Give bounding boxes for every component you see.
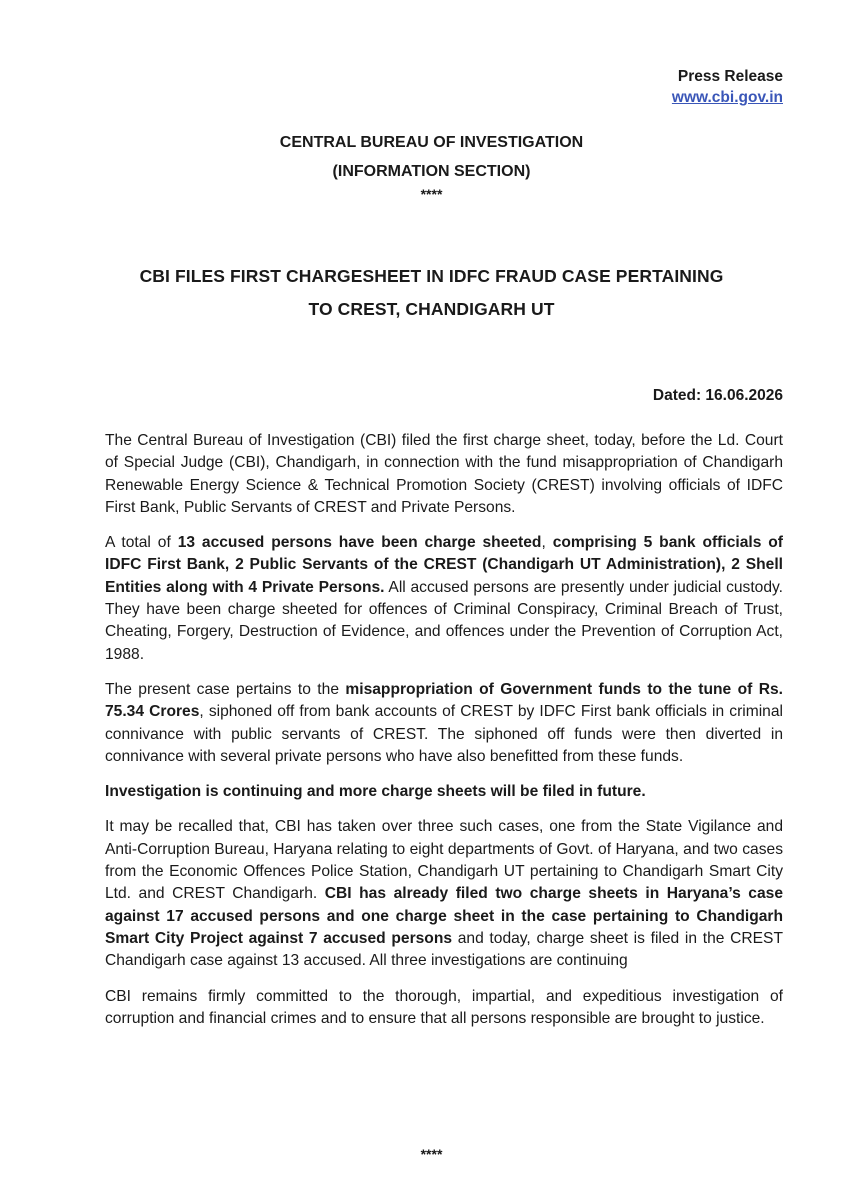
accused-text-1: A total of <box>105 534 178 552</box>
case-text-2: , siphoned off from bank accounts of CREST by IDFC First bank officials in criminal connivance with public servants of CREST. The siphoned off funds were then diverted in connivance with several private persons who have also benefitted from these funds. <box>105 703 783 765</box>
paragraph-background <box>105 816 783 972</box>
organization-section: (INFORMATION SECTION) <box>332 163 531 180</box>
press-release-label: Press Release <box>677 68 783 85</box>
headline-line-1: CBI FILES FIRST CHARGESHEET IN IDFC FRAUD CASE PERTAINING <box>139 266 724 286</box>
release-date: Dated: 16.06.2026 <box>652 387 783 404</box>
headline <box>0 260 863 326</box>
press-release-header <box>672 66 783 108</box>
organization-heading <box>0 128 863 202</box>
case-amount-bold: misappropriation of Government funds to the tune of Rs. 75.34 Crores <box>105 680 783 721</box>
paragraph-intro: The Central Bureau of Investigation (CBI) filed the first charge sheet, today, before the Ld. Court of Special Judge (CBI), Chandigarh, in connection with the fund misappropriation of Chandigarh Renewable Energy Science & Technical Promotion Society (CREST) involving officials of IDFC First Bank, Public Servants of CREST and Private Persons. <box>105 432 783 516</box>
accused-breakdown-bold: comprising 5 bank officials of IDFC First Bank, 2 Public Servants of the CREST (Chandigarh UT Administration), 2 Shell Entities along with 4 Private Persons. <box>105 534 783 596</box>
footer-separator: **** <box>420 1146 443 1162</box>
investigation-continuing-bold: Investigation is continuing and more charge sheets will be filed in future. <box>105 783 646 801</box>
case-text-1: The present case pertains to the <box>105 680 346 698</box>
paragraph-accused <box>105 532 783 666</box>
background-text-1: It may be recalled that, CBI has taken over three such cases, one from the State Vigilance and Anti-Corruption Bureau, Haryana relating to eight departments of Govt. of Haryana, and two cases from the Economic Offences Police Station, Chandigarh UT pertaining to Chandigarh Smart City Ltd. and CREST Chandigarh. <box>105 818 783 903</box>
accused-count-bold: 13 accused persons have been charge sheeted <box>177 534 542 552</box>
header-separator: **** <box>420 186 443 202</box>
organization-name: CENTRAL BUREAU OF INVESTIGATION <box>279 134 584 151</box>
paragraph-commitment: CBI remains firmly committed to the thorough, impartial, and expeditious investigation of corruption and financial crimes and to ensure that all persons responsible are brought to justice. <box>105 987 783 1027</box>
headline-line-2: TO CREST, CHANDIGARH UT <box>308 299 555 319</box>
cbi-website-link[interactable]: www.cbi.gov.in <box>671 89 783 106</box>
accused-text-2: , <box>541 534 553 552</box>
background-bold: CBI has already filed two charge sheets in Haryana’s case against 17 accused persons and one charge sheet in the case pertaining to Chandigarh Smart City Project against 7 accused persons <box>105 885 783 947</box>
paragraph-case-details <box>105 679 783 768</box>
paragraph-investigation-continuing <box>105 781 783 803</box>
body-text <box>105 430 783 1043</box>
background-text-2: and today, charge sheet is filed in the CREST Chandigarh case against 13 accused. All three investigations are continuing <box>105 929 783 970</box>
accused-text-3: All accused persons are presently under judicial custody. They have been charge sheeted for offences of Criminal Conspiracy, Criminal Breach of Trust, Cheating, Forgery, Destruction of Evidence, and offences under the Prevention of Corruption Act, 1988. <box>105 578 783 663</box>
